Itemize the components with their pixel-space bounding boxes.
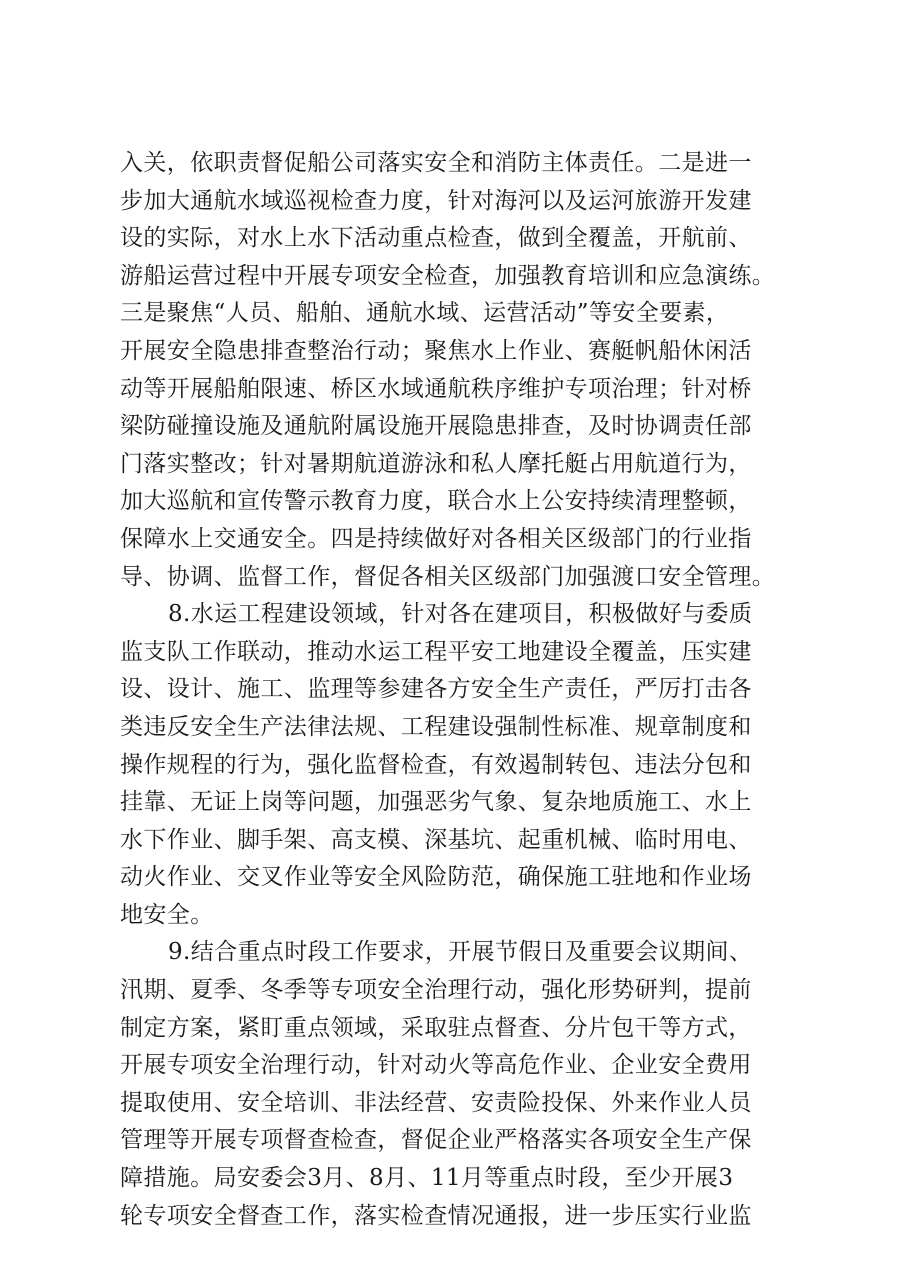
body-text <box>120 145 810 1235</box>
text-line: 8.水运工程建设领域，针对各在建项目，积极做好与委质 <box>168 601 753 628</box>
text-line: 类违反安全生产法律法规、工程建设强制性标准、规章制度和 <box>120 713 752 740</box>
text-line: 梁防碰撞设施及通航附属设施开展隐患排查，及时协调责任部 <box>120 413 752 440</box>
text-line: 动火作业、交叉作业等安全风险防范，确保施工驻地和作业场 <box>120 864 752 891</box>
text-line: 地安全。 <box>120 901 214 928</box>
text-line: 操作规程的行为，强化监督检查，有效遏制转包、违法分包和 <box>120 751 752 778</box>
text-line: 门落实整改；针对暑期航道游泳和私人摩托艇占用航道行为， <box>120 450 752 477</box>
text-line: 轮专项安全督查工作，落实检查情况通报，进一步压实行业监 <box>120 1202 752 1229</box>
text-line: 步加大通航水域巡视检查力度，针对海河以及运河旅游开发建 <box>120 187 752 214</box>
text-line: 障措施。局安委会3月、8月、11月等重点时段，至少开展3 <box>120 1165 734 1192</box>
text-line: 入关，依职责督促船公司落实安全和消防主体责任。二是进一 <box>120 150 752 176</box>
text-line: 汛期、夏季、冬季等专项安全治理行动，强化形势研判，提前 <box>120 977 752 1004</box>
text-line: 水下作业、脚手架、高支模、深基坑、起重机械、临时用电、 <box>120 826 752 853</box>
text-line: 制定方案，紧盯重点领域，采取驻点督查、分片包干等方式， <box>120 1014 752 1041</box>
text-line: 管理等开展专项督查检查，督促企业严格落实各项安全生产保 <box>120 1127 752 1154</box>
text-line: 开展安全隐患排查整治行动；聚焦水上作业、赛艇帆船休闲活 <box>120 337 752 364</box>
text-line: 导、协调、监督工作，督促各相关区级部门加强渡口安全管理。 <box>120 563 776 590</box>
text-line: 加大巡航和宣传警示教育力度，联合水上公安持续清理整顿， <box>120 488 752 515</box>
text-line: 三是聚焦“人员、船舶、通航水域、运营活动”等安全要素， <box>120 300 730 327</box>
text-line: 开展专项安全治理行动，针对动火等高危作业、企业安全费用 <box>120 1052 752 1079</box>
text-line: 提取使用、安全培训、非法经营、安责险投保、外来作业人员 <box>120 1089 752 1116</box>
text-line: 动等开展船舶限速、桥区水域通航秩序维护专项治理；针对桥 <box>120 375 752 402</box>
text-line: 监支队工作联动，推动水运工程平安工地建设全覆盖，压实建 <box>120 638 752 665</box>
text-line: 9.结合重点时段工作要求，开展节假日及重要会议期间、 <box>168 939 753 966</box>
text-line: 游船运营过程中开展专项安全检查，加强教育培训和应急演练。 <box>120 262 776 289</box>
text-line: 设的实际，对水上水下活动重点检查，做到全覆盖，开航前、 <box>120 225 752 252</box>
text-line: 保障水上交通安全。四是持续做好对各相关区级部门的行业指 <box>120 525 752 552</box>
text-line: 挂靠、无证上岗等问题，加强恶劣气象、复杂地质施工、水上 <box>120 789 752 816</box>
text-line: 设、设计、施工、监理等参建各方安全生产责任，严厉打击各 <box>120 676 752 703</box>
